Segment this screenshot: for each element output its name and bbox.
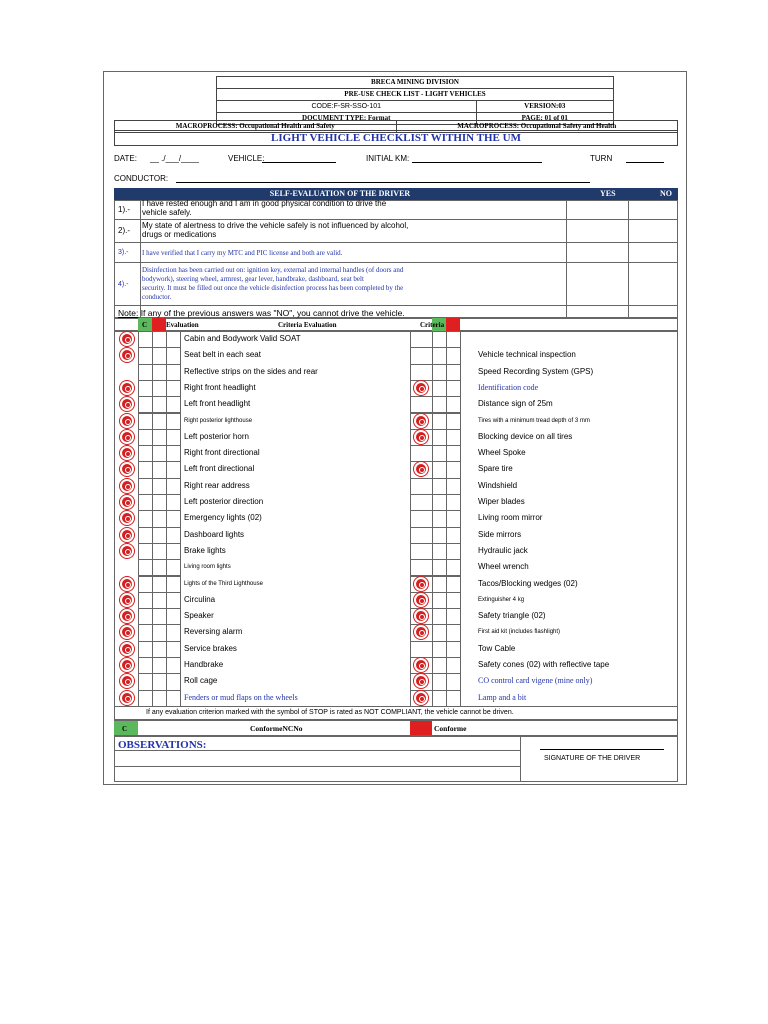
check-conforme-left[interactable] xyxy=(138,690,153,707)
signature-label: SIGNATURE OF THE DRIVER xyxy=(544,755,641,762)
stop-icon xyxy=(120,609,134,623)
check-na-right[interactable] xyxy=(446,347,461,364)
left-criterion-label: Right front directional xyxy=(184,448,260,458)
self-eval-table xyxy=(114,200,678,318)
check-na-left[interactable] xyxy=(166,673,181,690)
left-criterion-label: Dashboard lights xyxy=(184,529,245,539)
stop-icon xyxy=(120,381,134,395)
check-na-right[interactable] xyxy=(446,624,461,641)
check-na-right[interactable] xyxy=(446,510,461,527)
doc-code: CODE:F-SR-SSO-101 xyxy=(217,101,477,113)
stop-icon xyxy=(120,544,134,558)
check-no-conforme-right[interactable] xyxy=(432,657,447,674)
self-eval-title: SELF-EVALUATION OF THE DRIVER xyxy=(269,189,411,198)
legend-conforme-nc-no: ConformeNCNo xyxy=(250,724,303,733)
right-criterion-label: First aid kit (includes flashlight) xyxy=(478,629,561,636)
check-no-conforme-right[interactable] xyxy=(432,641,447,658)
left-criterion-label: Speaker xyxy=(184,611,214,621)
check-na-left[interactable] xyxy=(166,380,181,397)
doc-type: DOCUMENT TYPE: Format xyxy=(217,113,477,125)
evaluation-header: Evaluation xyxy=(166,321,199,329)
check-no-conforme-left[interactable] xyxy=(152,494,167,511)
check-na-left[interactable] xyxy=(166,527,181,544)
check-conforme-left[interactable] xyxy=(138,413,153,430)
right-criterion-label: Wheel wrench xyxy=(478,562,529,572)
stop-icon xyxy=(120,446,134,460)
right-criterion-label: Distance sign of 25m xyxy=(478,399,553,409)
left-criterion-label: Brake lights xyxy=(184,545,226,555)
check-na-right[interactable] xyxy=(446,445,461,462)
left-criterion-label: Right posterior lighthouse xyxy=(184,417,253,424)
criteria-evaluation-header: Criteria Evaluation xyxy=(278,321,337,329)
check-no-conforme-right[interactable] xyxy=(432,608,447,625)
stop-icon xyxy=(414,577,428,591)
left-criterion-label: Reflective strips on the sides and rear xyxy=(184,366,318,376)
right-criterion-label: Lamp and a bit xyxy=(478,692,527,702)
stop-icon xyxy=(120,332,134,346)
page-title: LIGHT VEHICLE CHECKLIST WITHIN THE UM xyxy=(114,130,678,146)
q4-text-line4: conductor. xyxy=(142,293,172,301)
check-conforme-right[interactable] xyxy=(410,527,433,544)
check-no-conforme-right[interactable] xyxy=(432,478,447,495)
right-criterion-label: Blocking device on all tires xyxy=(478,431,573,441)
left-criterion-label: Roll cage xyxy=(184,676,218,686)
check-na-right[interactable] xyxy=(446,461,461,478)
check-no-conforme-right[interactable] xyxy=(432,413,447,430)
check-conforme-right[interactable] xyxy=(410,364,433,381)
check-conforme-left[interactable] xyxy=(138,380,153,397)
observations-label: OBSERVATIONS: xyxy=(118,739,207,751)
right-criterion-label: Speed Recording System (GPS) xyxy=(478,366,594,376)
left-criterion-label: Right front headlight xyxy=(184,382,256,392)
right-criterion-label: Safety triangle (02) xyxy=(478,611,546,621)
stop-icon xyxy=(120,430,134,444)
no-column-header: NO xyxy=(660,189,672,198)
check-no-conforme-right[interactable] xyxy=(432,494,447,511)
right-criterion-label: CO control card vigene (mine only) xyxy=(478,676,593,686)
check-conforme-left[interactable] xyxy=(138,543,153,560)
stop-icon xyxy=(414,609,428,623)
check-na-right[interactable] xyxy=(446,527,461,544)
stop-icon xyxy=(414,381,428,395)
q1-text-line1: I have rested enough and I am in good physical condition to drive the xyxy=(142,199,387,208)
check-no-conforme-left[interactable] xyxy=(152,527,167,544)
check-no-conforme-left[interactable] xyxy=(152,396,167,413)
check-conforme-right[interactable] xyxy=(410,510,433,527)
check-na-left[interactable] xyxy=(166,657,181,674)
left-criterion-label: Seat belt in each seat xyxy=(184,350,261,360)
check-no-conforme-left[interactable] xyxy=(152,413,167,430)
check-conforme-right[interactable] xyxy=(410,543,433,560)
document-header xyxy=(216,76,614,125)
check-no-conforme-left[interactable] xyxy=(152,641,167,658)
check-conforme-left[interactable] xyxy=(138,673,153,690)
check-na-left[interactable] xyxy=(166,461,181,478)
check-no-conforme-left[interactable] xyxy=(152,461,167,478)
check-conforme-right[interactable] xyxy=(410,641,433,658)
stop-icon xyxy=(120,658,134,672)
legend-c: C xyxy=(122,725,128,733)
right-criterion-label: Extinguisher 4 kg xyxy=(478,596,525,603)
right-criterion-label: Living room mirror xyxy=(478,513,543,523)
note-label: Note: xyxy=(118,308,139,318)
conductor-field[interactable] xyxy=(176,182,590,183)
left-criterion-label: Cabin and Bodywork Valid SOAT xyxy=(184,334,301,343)
doc-version: VERSION:03 xyxy=(476,101,613,113)
check-no-conforme-left[interactable] xyxy=(152,429,167,446)
check-no-conforme-right[interactable] xyxy=(432,445,447,462)
doc-page: PAGE: 01 of 01 xyxy=(476,113,613,125)
legend-conforme: Conforme xyxy=(434,724,467,733)
check-no-conforme-right[interactable] xyxy=(432,380,447,397)
left-criterion-label: Handbrake xyxy=(184,660,224,669)
stop-icon xyxy=(120,495,134,509)
check-na-right[interactable] xyxy=(446,673,461,690)
right-criterion-label: Side mirrors xyxy=(478,529,522,539)
check-no-conforme-left[interactable] xyxy=(152,673,167,690)
check-no-conforme-left[interactable] xyxy=(152,608,167,625)
check-conforme-left[interactable] xyxy=(138,657,153,674)
check-na-left[interactable] xyxy=(166,478,181,495)
check-no-conforme-left[interactable] xyxy=(152,657,167,674)
left-criterion-label: Emergency lights (02) xyxy=(184,513,262,523)
q4-text-line2: bodywork), steering wheel, armrest, gear lever, handbrake, dashboard, seat belt xyxy=(142,275,364,283)
yes-column-header: YES xyxy=(600,189,616,198)
q3-text: I have verified that I carry my MTC and PIC license and both are valid. xyxy=(142,249,343,257)
c-header: C xyxy=(142,321,148,329)
check-conforme-right[interactable] xyxy=(410,445,433,462)
check-na-left[interactable] xyxy=(166,641,181,658)
check-conforme-left[interactable] xyxy=(138,494,153,511)
check-conforme-right[interactable] xyxy=(410,396,433,413)
check-no-conforme-left[interactable] xyxy=(152,624,167,641)
check-na-right[interactable] xyxy=(446,690,461,707)
left-criterion-label: Right rear address xyxy=(184,480,250,490)
q1-number: 1).- xyxy=(118,205,130,214)
right-criterion-label: Windshield xyxy=(478,480,518,490)
check-no-conforme-right[interactable] xyxy=(432,592,447,609)
criteria-header-label: Criteria xyxy=(420,321,445,329)
check-na-left[interactable] xyxy=(166,690,181,707)
turn-label: TURN xyxy=(590,154,613,163)
left-criterion-label: Reversing alarm xyxy=(184,627,243,637)
check-no-conforme-left[interactable] xyxy=(152,510,167,527)
right-criterion-label: Spare tire xyxy=(478,464,513,474)
check-na-right[interactable] xyxy=(446,429,461,446)
q3-number: 3).- xyxy=(118,249,129,256)
conductor-label: CONDUCTOR: xyxy=(114,174,169,183)
date-field[interactable]: __ ./___/____ xyxy=(150,154,199,163)
division-name: BRECA MINING DIVISION xyxy=(217,77,614,89)
check-na-left[interactable] xyxy=(166,413,181,430)
check-na-right[interactable] xyxy=(446,576,461,593)
check-no-conforme-right[interactable] xyxy=(432,461,447,478)
form-subtitle: PRE-USE CHECK LIST - LIGHT VEHICLES xyxy=(217,89,614,101)
stop-icon xyxy=(120,593,134,607)
date-label: DATE: xyxy=(114,154,137,163)
stop-icon xyxy=(120,577,134,591)
check-conforme-left[interactable] xyxy=(138,429,153,446)
legend-row xyxy=(114,720,678,736)
check-na-right[interactable] xyxy=(446,364,461,381)
check-na-left[interactable] xyxy=(166,364,181,381)
check-no-conforme-right[interactable] xyxy=(432,624,447,641)
check-no-conforme-left[interactable] xyxy=(152,347,167,364)
check-no-conforme-right[interactable] xyxy=(432,331,447,348)
check-na-right[interactable] xyxy=(446,396,461,413)
q2-number: 2).- xyxy=(118,226,130,235)
left-criterion-label: Living room lights xyxy=(184,564,231,571)
check-conforme-left[interactable] xyxy=(138,461,153,478)
macroprocess-right: MACROPROCESS: Occupational Safety and Health xyxy=(396,121,678,133)
check-na-left[interactable] xyxy=(166,347,181,364)
check-no-conforme-left[interactable] xyxy=(152,445,167,462)
check-conforme-right[interactable] xyxy=(410,478,433,495)
right-criterion-label: Identification code xyxy=(478,382,539,392)
left-criterion-label: Circulina xyxy=(184,594,216,604)
stop-warning: If any evaluation criterion marked with the symbol of STOP is rated as NOT COMPLIANT, the vehicle cannot be driven. xyxy=(146,709,514,716)
q4-number: 4).- xyxy=(118,281,129,288)
stop-icon xyxy=(414,430,428,444)
right-criterion-label: Tacos/Blocking wedges (02) xyxy=(478,578,578,588)
check-na-right[interactable] xyxy=(446,494,461,511)
check-na-left[interactable] xyxy=(166,494,181,511)
check-conforme-right[interactable] xyxy=(410,347,433,364)
check-conforme-left[interactable] xyxy=(138,364,153,381)
check-conforme-left[interactable] xyxy=(138,559,153,576)
check-conforme-left[interactable] xyxy=(138,510,153,527)
check-na-left[interactable] xyxy=(166,396,181,413)
right-criterion-label: Tires with a minimum tread depth of 3 mm xyxy=(478,417,590,424)
stop-icon xyxy=(414,593,428,607)
q4-text-line3: security. It must be filled out once the vehicle disinfection process has been completed by the xyxy=(142,284,404,292)
check-na-left[interactable] xyxy=(166,576,181,593)
check-no-conforme-right[interactable] xyxy=(432,559,447,576)
macroprocess-left: MACROPROCESS: Occupational Health and Safety xyxy=(115,121,397,133)
check-no-conforme-left[interactable] xyxy=(152,559,167,576)
stop-icon xyxy=(120,479,134,493)
check-conforme-right[interactable] xyxy=(410,559,433,576)
check-no-conforme-right[interactable] xyxy=(432,364,447,381)
check-no-conforme-right[interactable] xyxy=(432,510,447,527)
q4-text-line1: Disinfection has been carried out on: ignition key, external and internal handles (of doors and xyxy=(142,266,404,274)
stop-icon xyxy=(414,691,428,705)
check-no-conforme-right[interactable] xyxy=(432,690,447,707)
left-criterion-label: Left front directional xyxy=(184,464,255,474)
legend-red-swatch xyxy=(410,721,432,735)
check-conforme-left[interactable] xyxy=(138,527,153,544)
check-conforme-right[interactable] xyxy=(410,331,433,348)
left-criterion-label: Lights of the Third Lighthouse xyxy=(184,580,263,587)
check-no-conforme-left[interactable] xyxy=(152,576,167,593)
q2-text-line2: drugs or medications xyxy=(142,230,217,239)
check-na-right[interactable] xyxy=(446,380,461,397)
q1-text-line2: vehicle safely. xyxy=(142,208,192,217)
left-criterion-label: Left front headlight xyxy=(184,399,251,409)
check-conforme-left[interactable] xyxy=(138,396,153,413)
check-no-conforme-right[interactable] xyxy=(432,576,447,593)
check-na-left[interactable] xyxy=(166,543,181,560)
right-criterion-label: Wiper blades xyxy=(478,497,525,506)
vehicle-label: VEHICLE: xyxy=(228,154,265,163)
right-criterion-label: Tow Cable xyxy=(478,643,516,653)
check-conforme-left[interactable] xyxy=(138,624,153,641)
check-na-right[interactable] xyxy=(446,478,461,495)
left-criterion-label: Fenders or mud flaps on the wheels xyxy=(184,692,298,702)
note-line xyxy=(118,308,405,318)
check-no-conforme-left[interactable] xyxy=(152,592,167,609)
stop-icon xyxy=(414,658,428,672)
left-criterion-label: Service brakes xyxy=(184,643,237,653)
stop-icon xyxy=(120,691,134,705)
turn-field[interactable] xyxy=(626,162,664,163)
check-conforme-left[interactable] xyxy=(138,445,153,462)
check-no-conforme-right[interactable] xyxy=(432,429,447,446)
checklist-sheet xyxy=(103,71,687,785)
right-criterion-label: Wheel Spoke xyxy=(478,448,526,458)
check-na-right[interactable] xyxy=(446,559,461,576)
q2-text-line1: My state of alertness to drive the vehicle safely is not influenced by alcohol, xyxy=(142,221,409,230)
check-conforme-left[interactable] xyxy=(138,576,153,593)
initial-km-label: INITIAL KM: xyxy=(366,154,410,163)
check-conforme-left[interactable] xyxy=(138,478,153,495)
check-no-conforme-right[interactable] xyxy=(432,396,447,413)
check-no-conforme-left[interactable] xyxy=(152,543,167,560)
check-no-conforme-left[interactable] xyxy=(152,331,167,348)
stop-icon xyxy=(120,642,134,656)
right-criterion-label: Safety cones (02) with reflective tape xyxy=(478,660,610,669)
check-na-left[interactable] xyxy=(166,331,181,348)
check-na-left[interactable] xyxy=(166,592,181,609)
initial-km-field[interactable] xyxy=(412,162,542,163)
check-conforme-left[interactable] xyxy=(138,641,153,658)
check-no-conforme-left[interactable] xyxy=(152,364,167,381)
check-no-conforme-left[interactable] xyxy=(152,690,167,707)
check-conforme-left[interactable] xyxy=(138,331,153,348)
check-no-conforme-right[interactable] xyxy=(432,527,447,544)
check-na-right[interactable] xyxy=(446,641,461,658)
check-na-left[interactable] xyxy=(166,445,181,462)
check-conforme-left[interactable] xyxy=(138,608,153,625)
vehicle-field[interactable] xyxy=(262,162,336,163)
check-na-left[interactable] xyxy=(166,510,181,527)
check-na-left[interactable] xyxy=(166,624,181,641)
check-na-left[interactable] xyxy=(166,559,181,576)
check-na-right[interactable] xyxy=(446,331,461,348)
check-na-left[interactable] xyxy=(166,429,181,446)
check-na-right[interactable] xyxy=(446,608,461,625)
stop-icon xyxy=(120,528,134,542)
check-no-conforme-right[interactable] xyxy=(432,543,447,560)
check-no-conforme-left[interactable] xyxy=(152,478,167,495)
check-conforme-left[interactable] xyxy=(138,592,153,609)
right-criterion-label: Vehicle technical inspection xyxy=(478,350,576,360)
check-conforme-right[interactable] xyxy=(410,494,433,511)
stop-icon xyxy=(414,414,428,428)
check-no-conforme-left[interactable] xyxy=(152,380,167,397)
check-na-right[interactable] xyxy=(446,592,461,609)
left-criterion-label: Left posterior horn xyxy=(184,431,249,441)
check-no-conforme-right[interactable] xyxy=(432,347,447,364)
stop-icon xyxy=(120,414,134,428)
check-na-left[interactable] xyxy=(166,608,181,625)
signature-line[interactable] xyxy=(540,749,664,750)
check-conforme-left[interactable] xyxy=(138,347,153,364)
left-criterion-label: Left posterior direction xyxy=(184,497,264,506)
check-na-right[interactable] xyxy=(446,413,461,430)
right-criterion-label: Hydraulic jack xyxy=(478,545,528,555)
check-na-right[interactable] xyxy=(446,543,461,560)
check-na-right[interactable] xyxy=(446,657,461,674)
check-no-conforme-right[interactable] xyxy=(432,673,447,690)
note-text: If any of the previous answers was "NO", you cannot drive the vehicle. xyxy=(138,308,405,318)
